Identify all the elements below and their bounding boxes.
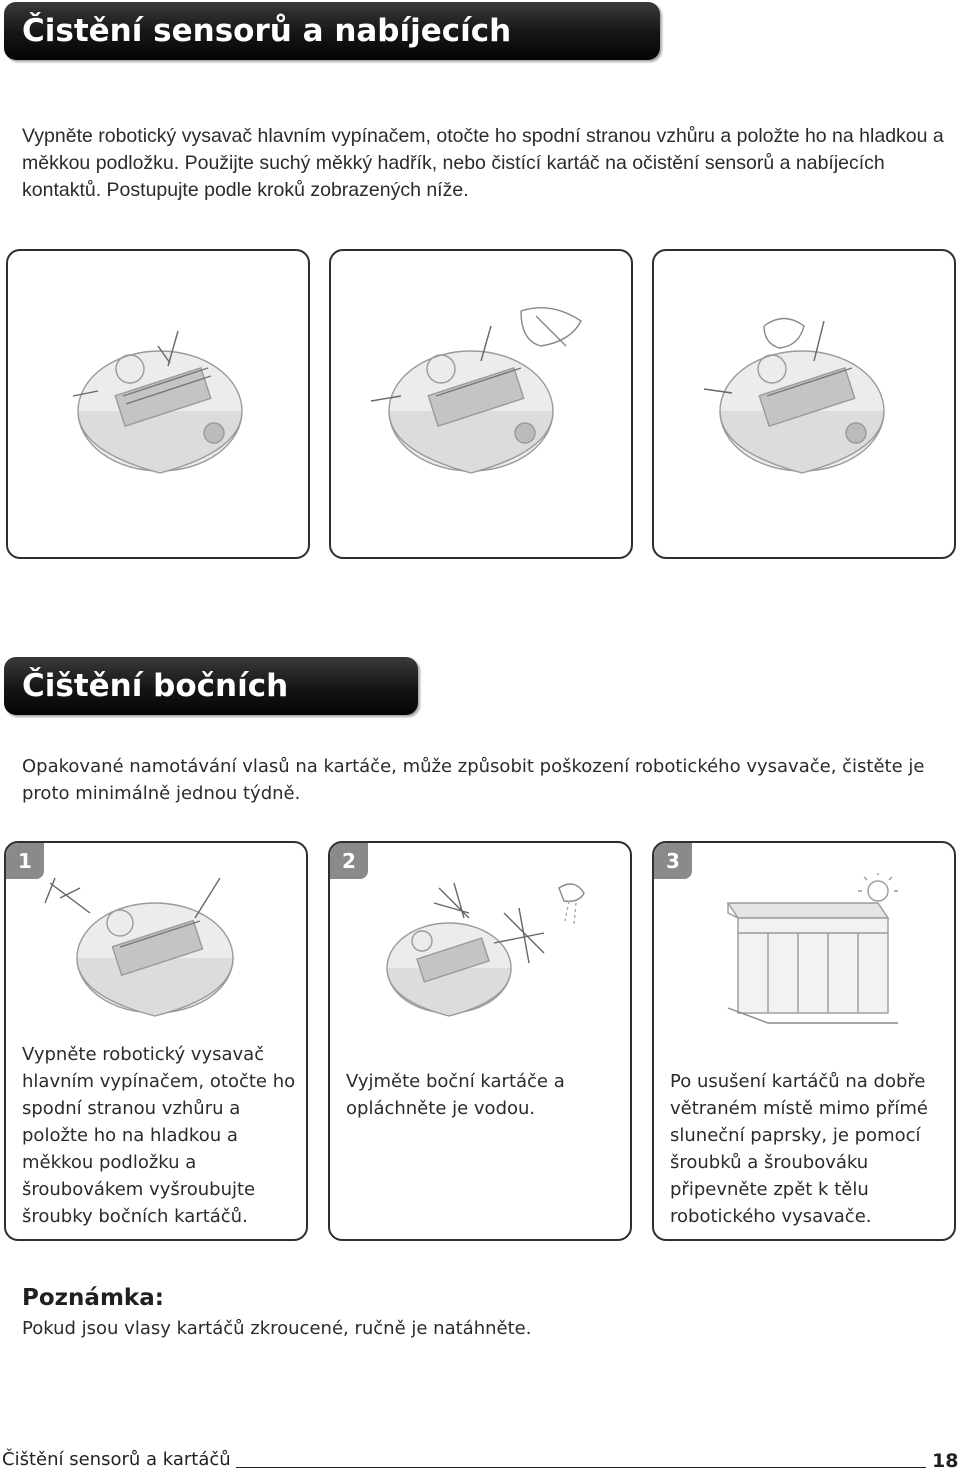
footer-chapter-title: Čištění sensorů a kartáčů [2, 1449, 231, 1470]
section-title-side-brushes: Čištění bočních kartáčů [4, 657, 418, 715]
step-number: 2 [330, 843, 368, 879]
footer-divider [236, 1467, 926, 1468]
drying-shelter-illustration [668, 873, 944, 1043]
robot-screw-removal-illustration [20, 863, 296, 1043]
note-title: Poznámka: [22, 1285, 164, 1311]
step-number: 3 [654, 843, 692, 879]
page-number: 18 [932, 1450, 959, 1471]
step-panel-3 [652, 841, 956, 1241]
sensor-illustration-panel-1 [6, 249, 310, 559]
side-brushes-intro-paragraph: Opakované namotávání vlasů na kartáče, může způsobit poškození robotického vysavače, čistěte je proto minimálně jednou týdně. [22, 756, 925, 804]
sensors-intro-paragraph: Vypněte robotický vysavač hlavním vypínačem, otočte ho spodní stranou vzhůru a položte ho na hladkou a měkkou podložku. Použijte suchý měkký hadřík, nebo čistící kartáč na očistění sensorů a nabíjecích kontaktů. Postupujte podle kroků zobrazených níže. [22, 125, 944, 201]
section-title-sensors: Čistění sensorů a nabíjecích kontaktů [4, 2, 660, 60]
step-text: Vypněte robotický vysavač hlavním vypínačem, otočte ho spodní stranou vzhůru a položte ho na hladkou a měkkou podložku a šroubovákem vyšroubujte šroubky bočních kartáčů. [22, 1044, 296, 1227]
robot-underside-illustration [18, 271, 302, 541]
sensor-illustration-panel-3 [652, 249, 956, 559]
step-panel-2 [328, 841, 632, 1241]
step-panel-1 [4, 841, 308, 1241]
robot-brush-rinse-illustration [344, 863, 620, 1043]
robot-underside-cloth-illustration [341, 271, 625, 541]
note-text: Pokud jsou vlasy kartáčů zkroucené, ručně je natáhněte. [22, 1318, 532, 1339]
robot-underside-brush-illustration [664, 271, 948, 541]
step-number: 1 [6, 843, 44, 879]
step-text: Po usušení kartáčů na dobře větraném místě mimo přímé sluneční paprsky, je pomocí šroubků a šroubováku připevněte zpět k tělu robotického vysavače. [670, 1071, 928, 1227]
sensor-illustration-panel-2 [329, 249, 633, 559]
step-text: Vyjměte boční kartáče a opláchněte je vodou. [346, 1071, 565, 1119]
